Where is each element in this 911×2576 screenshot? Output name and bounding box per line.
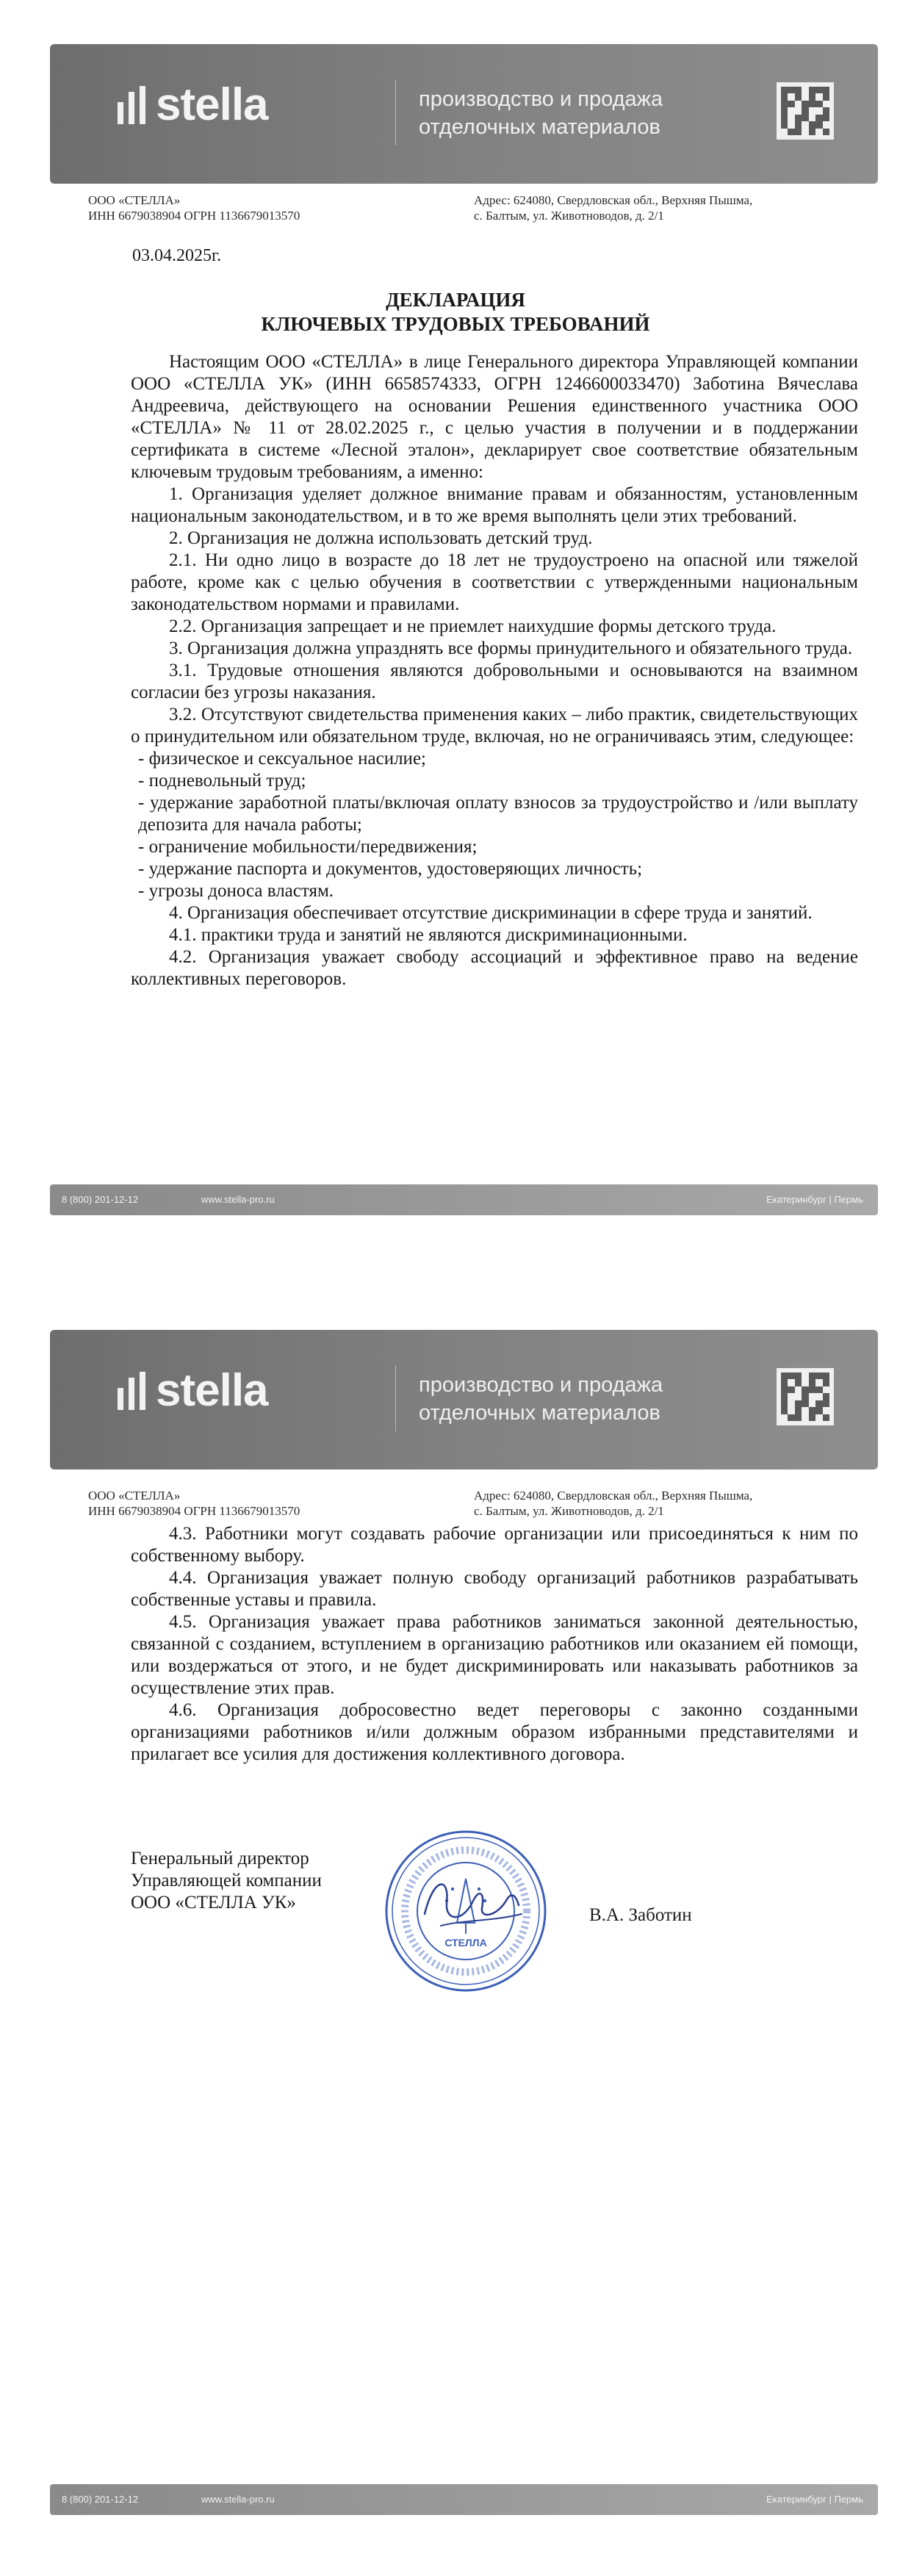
document-date: 03.04.2025г. <box>132 246 222 265</box>
signer-name: В.А. Заботин <box>589 1905 692 1925</box>
logo-text: stella <box>156 1365 268 1416</box>
list-item: - подневольный труд; <box>138 771 306 791</box>
clause-2-1: 2.1. Ни одно лицо в возрасте до 18 лет не трудоустроено на опасной или тяжелой работе, кроме как с целью обучения в соответствии с утвержденными национальным законодательством нормами и правилами. <box>131 550 858 614</box>
qr-code-icon <box>777 1368 834 1425</box>
list-item: - удержание заработной платы/включая оплату взносов за трудоустройство и /или выплату депозита для начала работы; <box>138 793 858 835</box>
list-item: - ограничение мобильности/передвижения; <box>138 837 478 857</box>
footer-cities: Екатеринбург | Пермь <box>766 2494 863 2505</box>
document-page-1 <box>0 0 911 1264</box>
company-requisites: ООО «СТЕЛЛА» ИНН 6679038904 ОГРН 1136679013570 <box>88 193 300 223</box>
clause-4-6: 4.6. Организация добросовестно ведет переговоры с законно созданными организациями работников и/или должным образом избранными представителями и прилагает все усилия для достижения коллективного договора. <box>131 1700 858 1764</box>
banner-divider <box>395 1365 396 1431</box>
clause-4-4: 4.4. Организация уважает полную свободу организаций работников разрабатывать собственные уставы и правила. <box>131 1568 858 1610</box>
signer-title: Генеральный директор Управляющей компании ООО «СТЕЛЛА УК» <box>131 1849 322 1913</box>
footer-cities: Екатеринбург | Пермь <box>766 1194 863 1205</box>
letterhead-footer <box>50 1184 878 1215</box>
clause-4: 4. Организация обеспечивает отсутствие дискриминации в сфере труда и занятий. <box>169 903 813 923</box>
list-item: - угрозы доноса властям. <box>138 881 334 901</box>
logo-text: stella <box>156 79 268 130</box>
declaration-body-page-2 <box>131 1523 858 1766</box>
letterhead-banner <box>50 44 878 184</box>
document-page-2 <box>0 1304 911 2576</box>
stamp-center-text: СТЕЛЛА <box>444 1937 487 1949</box>
logo-bars-icon <box>118 1372 145 1410</box>
clause-4-2: 4.2. Организация уважает свободу ассоциаций и эффективное право на ведение коллективных переговоров. <box>131 947 858 989</box>
company-tagline: производство и продажа отделочных материалов <box>419 87 663 139</box>
footer-phone: 8 (800) 201-12-12 <box>62 2494 139 2505</box>
clause-2: 2. Организация не должна использовать детский труд. <box>169 528 593 548</box>
clause-2-2: 2.2. Организация запрещает и не приемлет наихудшие формы детского труда. <box>169 616 777 636</box>
list-item: - физическое и сексуальное насилие; <box>138 749 426 769</box>
clause-4-5: 4.5. Организация уважает права работников заниматься законной деятельностью, связанной с созданием, вступлением в организацию работников или оказанием ей помощи, или воздержаться от этого, и не будет дискриминировать или наказывать работников за осуществление этих прав. <box>131 1612 858 1698</box>
clause-3-1: 3.1. Трудовые отношения являются добровольными и основываются на взаимном согласии без угрозы наказания. <box>131 661 858 702</box>
footer-phone: 8 (800) 201-12-12 <box>62 1194 139 1205</box>
company-logo <box>118 79 268 130</box>
intro-paragraph: Настоящим ООО «СТЕЛЛА» в лице Генерального директора Управляющей компании ООО «СТЕЛЛА УК» (ИНН 6658574333, ОГРН 1246600033470) Заботина Вячеслава Андреевича, действующего на основании Решения единственного участника ООО «СТЕЛЛА» № 11 от 28.02.2025 г., с целью участия в получении и в поддержании сертификата в системе «Лесной эталон», декларирует свое соответствие обязательным ключевым трудовым требованиям, а именно: <box>131 352 858 482</box>
company-requisites: ООО «СТЕЛЛА» ИНН 6679038904 ОГРН 1136679013570 <box>88 1489 300 1518</box>
clause-4-1: 4.1. практики труда и занятий не являются дискриминационными. <box>169 925 688 945</box>
document-subtitle: КЛЮЧЕВЫХ ТРУДОВЫХ ТРЕБОВАНИЙ <box>261 313 650 335</box>
qr-code-icon <box>777 82 834 140</box>
company-logo <box>118 1365 268 1416</box>
declaration-body-page-1 <box>131 351 858 990</box>
logo-bars-icon <box>118 86 145 124</box>
banner-divider <box>395 79 396 145</box>
clause-3: 3. Организация должна упразднять все формы принудительного и обязательного труда. <box>169 638 853 658</box>
letterhead-footer <box>50 2484 878 2515</box>
company-tagline: производство и продажа отделочных материалов <box>419 1373 663 1425</box>
document-title: ДЕКЛАРАЦИЯ <box>386 289 525 311</box>
handwritten-signature <box>411 1863 529 1943</box>
clause-4-3: 4.3. Работники могут создавать рабочие организации или присоединяться к ним по собственному выбору. <box>131 1524 858 1566</box>
clause-1: 1. Организация уделяет должное внимание правам и обязанностям, установленным национальным законодательством, и в то же время выполнять цели этих требований. <box>131 484 858 526</box>
company-address: Адрес: 624080, Свердловская обл., Верхняя Пышма, с. Балтым, ул. Животноводов, д. 2/1 <box>474 1489 753 1518</box>
footer-website: www.stella-pro.ru <box>201 1194 275 1205</box>
clause-3-2: 3.2. Отсутствуют свидетельства применения каких – либо практик, свидетельствующих о принудительном или обязательном труде, включая, но не ограничиваясь этим, следующее: <box>131 705 858 746</box>
letterhead-banner <box>50 1330 878 1469</box>
company-address: Адрес: 624080, Свердловская обл., Верхняя Пышма, с. Балтым, ул. Животноводов, д. 2/1 <box>474 193 753 223</box>
footer-website: www.stella-pro.ru <box>201 2494 275 2505</box>
list-item: - удержание паспорта и документов, удостоверяющих личность; <box>138 859 643 879</box>
